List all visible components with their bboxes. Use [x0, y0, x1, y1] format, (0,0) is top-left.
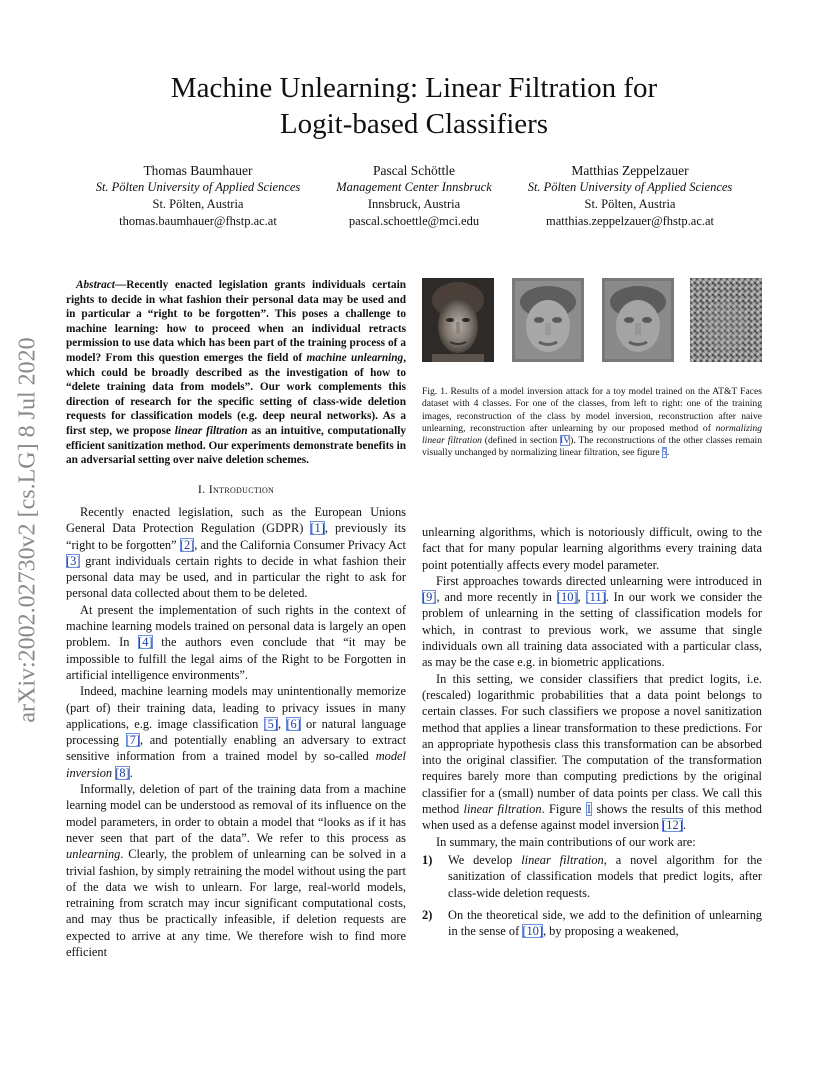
paper-title — [60, 70, 768, 142]
section-title: Introduction — [208, 482, 275, 496]
emphasis: model inversion — [66, 749, 406, 780]
abstract — [66, 278, 406, 468]
linear-filtration-reconstruction-image — [690, 278, 762, 362]
text: unlearning algorithms, which is notoriously difficult, owing to the fact that for many popular learning algorithms every training data point potentially affects every model parameter. — [422, 525, 762, 572]
section-heading — [66, 482, 406, 497]
list-item — [422, 907, 762, 940]
text: ). The reconstructions of the other classes remain visually unchanged by normalizing linear filtration, see figure — [422, 435, 762, 459]
text: Results of a model inversion attack for a toy model trained on the AT&T Faces dataset with 4 classes. For one of the classes, from left to right: one of the training images, reconstruction of the class by model inversion, reconstruction after naive unlearning, reconstruction after unlearning by our proposed method of — [422, 386, 762, 434]
text: Indeed, machine learning models may unintentionally memorize (part of) their training data, leading to privacy issues in many applications, e.g. image classification — [66, 684, 406, 731]
emphasis: unlearning — [66, 847, 121, 862]
abstract-text: , which could be broadly described as the investigation of how to “delete training data from models”. Our work complements this direction of research for the specific setting of class-wide deletion requests for classification models (e.g. deep neural networks). As a first step, we propose — [66, 351, 407, 437]
citation-link[interactable]: [6] — [286, 716, 301, 731]
arxiv-identifier — [8, 300, 48, 760]
title-line-1: Machine Unlearning: Linear Filtration for — [170, 72, 658, 104]
text: . Figure — [541, 802, 586, 817]
list-item — [422, 852, 762, 901]
abstract-label: Abstract — [76, 279, 115, 291]
citation-link[interactable]: [2] — [179, 537, 195, 552]
title-line-2: Logit-based Classifiers — [279, 108, 549, 140]
emphasis: linear filtration — [463, 802, 542, 817]
paragraph — [66, 683, 406, 781]
section-ref-link[interactable]: IV — [560, 435, 571, 447]
author-email[interactable]: matthias.zeppelzauer@fhstp.ac.at — [545, 214, 715, 228]
citation-link[interactable]: [11] — [585, 590, 606, 605]
citation-link[interactable]: [10] — [556, 590, 578, 605]
citation-link[interactable]: [4] — [138, 635, 153, 650]
text: grant individuals certain rights to decide in what fashion their personal data may be used, and in particular the right to ask for personal data collected about them to be deleted. — [66, 553, 406, 601]
text: , — [577, 590, 586, 605]
author-name: Thomas Baumhauer — [143, 163, 253, 178]
author-affiliation: St. Pölten University of Applied Sciences — [527, 180, 733, 194]
author-email[interactable]: thomas.baumhauer@fhstp.ac.at — [119, 214, 277, 228]
text: (defined in section — [481, 435, 561, 447]
author-name: Matthias Zeppelzauer — [571, 163, 689, 178]
author-affiliation: Management Center Innsbruck — [336, 180, 492, 194]
author-block-1 — [78, 162, 318, 230]
text: , and the California Consumer Privacy Act — [194, 537, 407, 552]
text: the authors even conclude that “it may be impossible to fulfill the legal aims of the Right to be Forgotten in artificial intelligence environments”. — [66, 635, 406, 682]
list-number: 2) — [422, 907, 433, 922]
citation-link[interactable]: [12] — [662, 818, 683, 833]
citation-link[interactable]: [10] — [522, 924, 543, 939]
text: At present the implementation of such rights in the context of machine learning models trained on personal data is largely an open problem. In — [66, 602, 406, 650]
author-location: St. Pölten, Austria — [584, 197, 676, 211]
author-affiliation: St. Pölten University of Applied Sciences — [95, 180, 301, 194]
text: . Clearly, the problem of unlearning can be solved in a trivial fashion, by simply retraining the model without using the part of the data we wish to unlearn. For large, real-world models, retraining from scratch may incur significant computational costs, and may thus be practically infeasible, if deletion requests are expected to arrive at any time. We therefore wish to find more efficient — [66, 847, 406, 960]
figure-1-caption — [422, 386, 762, 460]
citation-link[interactable]: [1] — [310, 521, 325, 536]
list-number: 1) — [422, 852, 433, 867]
text: . In our work we consider the problem of unlearning in the setting of classification models for which, in contrast to previous work, we assume that single individuals own all training data associated with a particular class, as may be the case e.g. in biometric applications. — [422, 590, 762, 670]
citation-link[interactable]: [7] — [125, 733, 141, 748]
abstract-emphasis: machine unlearning — [306, 351, 404, 364]
text: In this setting, we consider classifiers that predict logits, i.e. (rescaled) logarithmic probabilities that a data point belongs to certain classes. For such classifiers we propose a novel sanitization method that applies a linear transformation to these predictions. For an appropriate hypothesis class this transformation can be absorbed into the original classifier. The computation of the transformation requires barely more than computing predictions by the original classifier for a (small) number of data points per class. We call this method — [422, 671, 762, 817]
text: or natural language processing — [66, 716, 406, 748]
text: shows the results of this method when used as a defense against model inversion — [422, 802, 762, 833]
naive-unlearning-reconstruction-image — [602, 278, 674, 362]
abstract-text: as an intuitive, computationally efficient sanitization method. Our experiments demonstrate benefits in an adversarial setting over naive deletion schemes. — [66, 424, 407, 467]
author-name: Pascal Schöttle — [372, 163, 456, 178]
author-email[interactable]: pascal.schoettle@mci.edu — [348, 214, 480, 228]
abstract-text: —Recently enacted legislation grants individuals certain rights to decide in what fashion their personal data may be used and in particular a “right to be forgotten”. This poses a challenge to machine learning: how to proceed when an individual retracts permission to use data which has been part of the training process of a model? From this question emerges the field of — [66, 279, 406, 364]
text: . — [682, 818, 686, 833]
text: . — [666, 447, 670, 459]
paragraph — [66, 781, 406, 960]
inversion-reconstruction-image — [512, 278, 584, 362]
paragraph — [422, 671, 762, 834]
paragraph — [422, 834, 762, 850]
arxiv-id-text[interactable]: arXiv:2002.02730v2 [cs.LG] 8 Jul 2020 — [14, 337, 41, 723]
author-block-2 — [294, 162, 534, 230]
text: . — [129, 765, 133, 780]
contributions-list — [422, 852, 762, 939]
paragraph — [66, 602, 406, 683]
intro-left-column — [66, 504, 406, 960]
text: , — [277, 716, 287, 731]
author-location: Innsbruck, Austria — [367, 197, 461, 211]
paragraph — [422, 524, 762, 573]
abstract-emphasis: linear filtration — [174, 424, 248, 437]
text: , previously its “right to be forgotten” — [66, 521, 407, 552]
text: First approaches towards directed unlearning were introduced in — [436, 573, 762, 588]
paragraph — [422, 573, 762, 671]
emphasis: normalizing linear filtration — [422, 422, 762, 447]
text: We develop — [448, 852, 522, 867]
text: Recently enacted legislation, such as the European Unions General Data Protection Regulation (GDPR) — [66, 505, 406, 536]
section-number: I. — [197, 482, 206, 496]
figure-ref-link[interactable]: 1 — [585, 802, 592, 817]
emphasis: linear filtration — [521, 852, 604, 867]
intro-right-column — [422, 524, 762, 945]
citation-link[interactable]: [5] — [263, 716, 278, 731]
text: , a novel algorithm for the sanitization of classification models that predict logits, after class-wide deletion requests. — [448, 852, 762, 900]
text: Informally, deletion of part of the training data from a machine learning model can be understood as removal of its influence on the model parameters, in order to obtain a model that “looks as if it has never seen that part of the data”. We refer to this process as — [66, 782, 406, 845]
text: , and more recently in — [436, 590, 557, 605]
text: On the theoretical side, we add to the definition of unlearning in the sense of — [448, 907, 762, 939]
training-face-image — [422, 278, 494, 362]
figure-label: Fig. 1. — [422, 386, 448, 397]
text: , and potentially enabling an adversary to extract sensitive information from a trained model by so-called — [66, 733, 407, 764]
figure-1-images — [422, 278, 762, 362]
author-block-3 — [510, 162, 750, 230]
text: In summary, the main contributions of our work are: — [436, 834, 696, 849]
author-location: St. Pölten, Austria — [152, 197, 244, 211]
paragraph — [66, 504, 406, 602]
text: , by proposing a weakened, — [542, 924, 679, 939]
figure-ref-link[interactable]: 5 — [662, 447, 667, 459]
citation-link[interactable]: [9] — [422, 590, 437, 605]
citation-link[interactable]: [3] — [66, 553, 81, 568]
citation-link[interactable]: [8] — [115, 765, 130, 780]
